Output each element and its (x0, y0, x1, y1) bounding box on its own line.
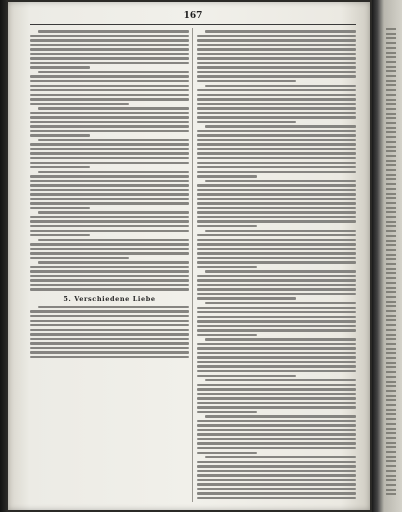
text-line (30, 94, 189, 96)
text-line (197, 116, 356, 118)
text-line (30, 193, 189, 195)
adjacent-page-line (386, 470, 396, 472)
text-line (197, 75, 356, 77)
adjacent-page-line (386, 244, 396, 246)
adjacent-page-line (386, 418, 396, 420)
text-line (197, 293, 356, 295)
text-line (197, 288, 356, 290)
text-line (30, 257, 129, 259)
adjacent-page-line (386, 315, 396, 317)
adjacent-page-line (386, 423, 396, 425)
text-line (197, 465, 356, 467)
text-line (197, 461, 356, 463)
text-line (197, 411, 257, 413)
text-line (197, 297, 296, 299)
text-line (30, 175, 189, 177)
text-line (197, 311, 356, 313)
text-line (197, 361, 356, 363)
text-line (197, 62, 356, 64)
text-line (197, 388, 356, 390)
text-line (205, 85, 356, 87)
text-line (197, 148, 356, 150)
text-line (197, 424, 356, 426)
text-line (30, 324, 189, 326)
adjacent-page-line (386, 178, 396, 180)
text-line (30, 85, 189, 87)
text-line (205, 415, 356, 417)
adjacent-page-line (386, 301, 396, 303)
text-line (197, 157, 356, 159)
text-column-left (30, 28, 189, 504)
running-header (30, 10, 356, 25)
text-line (30, 356, 189, 358)
text-line (197, 175, 257, 177)
text-line (197, 130, 356, 132)
adjacent-page-edge (372, 0, 402, 512)
text-line (205, 379, 356, 381)
text-line (197, 384, 356, 386)
text-line (38, 261, 189, 263)
adjacent-page-line (386, 183, 396, 185)
text-line (197, 207, 356, 209)
text-line (205, 230, 356, 232)
text-line (30, 252, 189, 254)
adjacent-page-line (386, 141, 396, 143)
text-line (30, 103, 129, 105)
adjacent-page-line (386, 287, 396, 289)
adjacent-page-line (386, 381, 396, 383)
text-line (197, 71, 356, 73)
text-line (197, 433, 356, 435)
adjacent-page-line (386, 61, 396, 63)
adjacent-page-line (386, 66, 396, 68)
adjacent-page-line (386, 188, 396, 190)
adjacent-page-line (386, 428, 396, 430)
adjacent-page-line (386, 122, 396, 124)
text-line (30, 57, 189, 59)
text-line (197, 103, 356, 105)
text-line (197, 429, 356, 431)
text-line (30, 189, 189, 191)
text-line (197, 397, 356, 399)
book-page (8, 2, 370, 510)
text-line (30, 89, 189, 91)
text-line (197, 329, 356, 331)
adjacent-page-line (386, 282, 396, 284)
text-line (197, 234, 356, 236)
text-line (197, 44, 356, 46)
text-line (197, 266, 257, 268)
adjacent-page-line (386, 348, 396, 350)
text-line (30, 80, 189, 82)
adjacent-page-line (386, 395, 396, 397)
adjacent-page-line (386, 113, 396, 115)
adjacent-page-line (386, 193, 396, 195)
text-line (205, 302, 356, 304)
adjacent-page-line (386, 376, 396, 378)
text-line (197, 166, 356, 168)
text-line (205, 180, 356, 182)
text-line (197, 143, 356, 145)
text-line (30, 121, 189, 123)
adjacent-page-line (386, 310, 396, 312)
text-line (197, 211, 356, 213)
text-line (197, 352, 356, 354)
text-line (197, 202, 356, 204)
adjacent-page-line (386, 451, 396, 453)
adjacent-page-line (386, 493, 396, 495)
adjacent-page-line (386, 343, 396, 345)
text-line (197, 356, 356, 358)
text-line (38, 171, 189, 173)
text-line (205, 456, 356, 458)
text-line (197, 492, 356, 494)
text-line (197, 112, 356, 114)
adjacent-page-line (386, 362, 396, 364)
text-line (30, 48, 189, 50)
binding-edge-left (0, 0, 8, 512)
adjacent-page-line (386, 413, 396, 415)
adjacent-page-line (386, 230, 396, 232)
adjacent-page-line (386, 136, 396, 138)
adjacent-page-line (386, 150, 396, 152)
adjacent-page-line (386, 277, 396, 279)
text-line (205, 30, 356, 32)
text-line (30, 243, 189, 245)
adjacent-page-line (386, 272, 396, 274)
text-line (197, 347, 356, 349)
adjacent-page-line (386, 479, 396, 481)
adjacent-page-line (386, 131, 396, 133)
adjacent-page-line (386, 338, 396, 340)
text-line (30, 248, 189, 250)
text-line (38, 71, 189, 73)
text-line (197, 447, 356, 449)
text-line (197, 162, 356, 164)
text-line (30, 266, 189, 268)
text-line (30, 98, 189, 100)
text-line (205, 270, 356, 272)
text-line (30, 351, 189, 353)
adjacent-page-line (386, 334, 396, 336)
adjacent-page-line (386, 442, 396, 444)
adjacent-page-line (386, 357, 396, 359)
text-line (197, 98, 356, 100)
adjacent-page-line (386, 254, 396, 256)
text-line (30, 75, 189, 77)
text-line (30, 35, 189, 37)
text-line (38, 139, 189, 141)
text-line (197, 284, 356, 286)
text-line (30, 143, 189, 145)
text-line (30, 279, 189, 281)
text-line (197, 402, 356, 404)
text-line (197, 320, 356, 322)
text-line (197, 316, 356, 318)
adjacent-page-line (386, 489, 396, 491)
text-line (30, 166, 90, 168)
text-line (197, 343, 356, 345)
text-line (197, 94, 356, 96)
text-line (30, 198, 189, 200)
text-line (197, 39, 356, 41)
text-line (30, 180, 189, 182)
adjacent-page-line (386, 390, 396, 392)
text-line (30, 288, 189, 290)
text-line (197, 307, 356, 309)
text-line (38, 239, 189, 241)
adjacent-page-line (386, 366, 396, 368)
section-heading: 5. Verschiedene Liebe (63, 294, 156, 303)
adjacent-page-line (386, 404, 396, 406)
text-line (197, 193, 356, 195)
adjacent-page-line (386, 99, 396, 101)
adjacent-page-line (386, 169, 396, 171)
text-line (197, 252, 356, 254)
adjacent-page-line (386, 221, 396, 223)
text-line (197, 139, 356, 141)
adjacent-page-line (386, 216, 396, 218)
adjacent-page-line (386, 56, 396, 58)
text-line (30, 148, 189, 150)
adjacent-page-line (386, 456, 396, 458)
adjacent-page-line (386, 305, 396, 307)
text-line (197, 474, 356, 476)
adjacent-page-line (386, 70, 396, 72)
text-line (197, 470, 356, 472)
text-line (197, 171, 356, 173)
adjacent-page-line (386, 89, 396, 91)
text-line (30, 130, 189, 132)
text-line (38, 211, 189, 213)
text-line (197, 189, 356, 191)
adjacent-page-line (386, 207, 396, 209)
text-line (197, 48, 356, 50)
text-line (30, 284, 189, 286)
text-line (30, 342, 189, 344)
text-line (197, 57, 356, 59)
adjacent-page-line (386, 291, 396, 293)
text-line (197, 483, 356, 485)
text-line (197, 279, 356, 281)
text-line (38, 30, 189, 32)
text-line (197, 420, 356, 422)
text-line (197, 375, 296, 377)
text-line (30, 347, 189, 349)
adjacent-page-line (386, 460, 396, 462)
text-line (30, 225, 189, 227)
adjacent-page-line (386, 80, 396, 82)
adjacent-page-line (386, 409, 396, 411)
text-line (30, 44, 189, 46)
text-line (197, 497, 356, 499)
text-line (197, 243, 356, 245)
text-line (30, 315, 189, 317)
text-line (197, 66, 356, 68)
adjacent-page-line (386, 108, 396, 110)
text-line (197, 370, 356, 372)
text-line (197, 53, 356, 55)
adjacent-page-line (386, 28, 396, 30)
adjacent-page-line (386, 465, 396, 467)
text-line (197, 134, 356, 136)
text-line (197, 152, 356, 154)
text-line (30, 338, 189, 340)
text-line (197, 220, 356, 222)
adjacent-page-line (386, 117, 396, 119)
adjacent-page-line (386, 164, 396, 166)
text-line (30, 134, 90, 136)
adjacent-page-line (386, 437, 396, 439)
adjacent-page-line (386, 127, 396, 129)
adjacent-page-line (386, 324, 396, 326)
text-line (30, 234, 90, 236)
adjacent-page-line (386, 249, 396, 251)
text-line (30, 202, 189, 204)
text-line (30, 53, 189, 55)
adjacent-page-line (386, 371, 396, 373)
text-line (197, 442, 356, 444)
text-line (30, 112, 189, 114)
adjacent-page-line (386, 42, 396, 44)
adjacent-page-line (386, 155, 396, 157)
adjacent-page-line (386, 329, 396, 331)
text-line (197, 452, 257, 454)
text-line (197, 257, 356, 259)
text-line (30, 333, 189, 335)
text-line (30, 152, 189, 154)
adjacent-page-line (386, 475, 396, 477)
adjacent-page-line (386, 240, 396, 242)
adjacent-page-line (386, 484, 396, 486)
text-line (197, 80, 296, 82)
text-line (197, 107, 356, 109)
text-line (197, 334, 257, 336)
adjacent-page-line (386, 211, 396, 213)
text-line (30, 157, 189, 159)
text-line (30, 207, 90, 209)
adjacent-page-line (386, 75, 396, 77)
adjacent-page-line (386, 432, 396, 434)
adjacent-page-line (386, 296, 396, 298)
adjacent-page-line (386, 146, 396, 148)
text-line (30, 39, 189, 41)
text-line (30, 66, 90, 68)
text-line (30, 125, 189, 127)
adjacent-page-line (386, 202, 396, 204)
adjacent-page-line (386, 399, 396, 401)
text-line (197, 239, 356, 241)
adjacent-page-line (386, 352, 396, 354)
text-line (197, 261, 356, 263)
text-line (30, 275, 189, 277)
text-line (30, 162, 189, 164)
text-line (30, 329, 189, 331)
text-line (38, 306, 189, 308)
text-line (197, 488, 356, 490)
text-line (30, 116, 189, 118)
text-line (30, 230, 189, 232)
adjacent-page-line (386, 37, 396, 39)
text-line (30, 62, 189, 64)
column-divider (192, 28, 193, 502)
text-line (197, 184, 356, 186)
adjacent-page-line (386, 52, 396, 54)
text-line (197, 275, 356, 277)
adjacent-page-line (386, 268, 396, 270)
text-line (197, 438, 356, 440)
text-line (205, 338, 356, 340)
adjacent-page-line (386, 160, 396, 162)
adjacent-page-line (386, 319, 396, 321)
text-line (197, 365, 356, 367)
text-line (197, 89, 356, 91)
text-line (30, 184, 189, 186)
text-line (197, 393, 356, 395)
text-line (197, 225, 257, 227)
text-line (197, 248, 356, 250)
text-line (30, 320, 189, 322)
text-line (30, 270, 189, 272)
adjacent-page-line (386, 33, 396, 35)
page-number: 167 (183, 11, 203, 21)
text-line (197, 35, 356, 37)
adjacent-page-line (386, 103, 396, 105)
adjacent-page-line (386, 385, 396, 387)
text-line (30, 216, 189, 218)
text-column-right (197, 28, 356, 504)
text-line (197, 325, 356, 327)
text-line (197, 479, 356, 481)
text-line (205, 125, 356, 127)
adjacent-page-line (386, 235, 396, 237)
adjacent-page-line (386, 263, 396, 265)
adjacent-page-line (386, 446, 396, 448)
text-line (30, 310, 189, 312)
text-line (197, 198, 356, 200)
adjacent-page-line (386, 258, 396, 260)
adjacent-page-line (386, 94, 396, 96)
text-line (197, 216, 356, 218)
adjacent-page-line (386, 47, 396, 49)
text-line (30, 220, 189, 222)
adjacent-page-line (386, 225, 396, 227)
adjacent-page-line (386, 197, 396, 199)
text-line (197, 121, 296, 123)
text-line (38, 107, 189, 109)
text-line (197, 406, 356, 408)
adjacent-page-line (386, 84, 396, 86)
adjacent-page-line (386, 174, 396, 176)
